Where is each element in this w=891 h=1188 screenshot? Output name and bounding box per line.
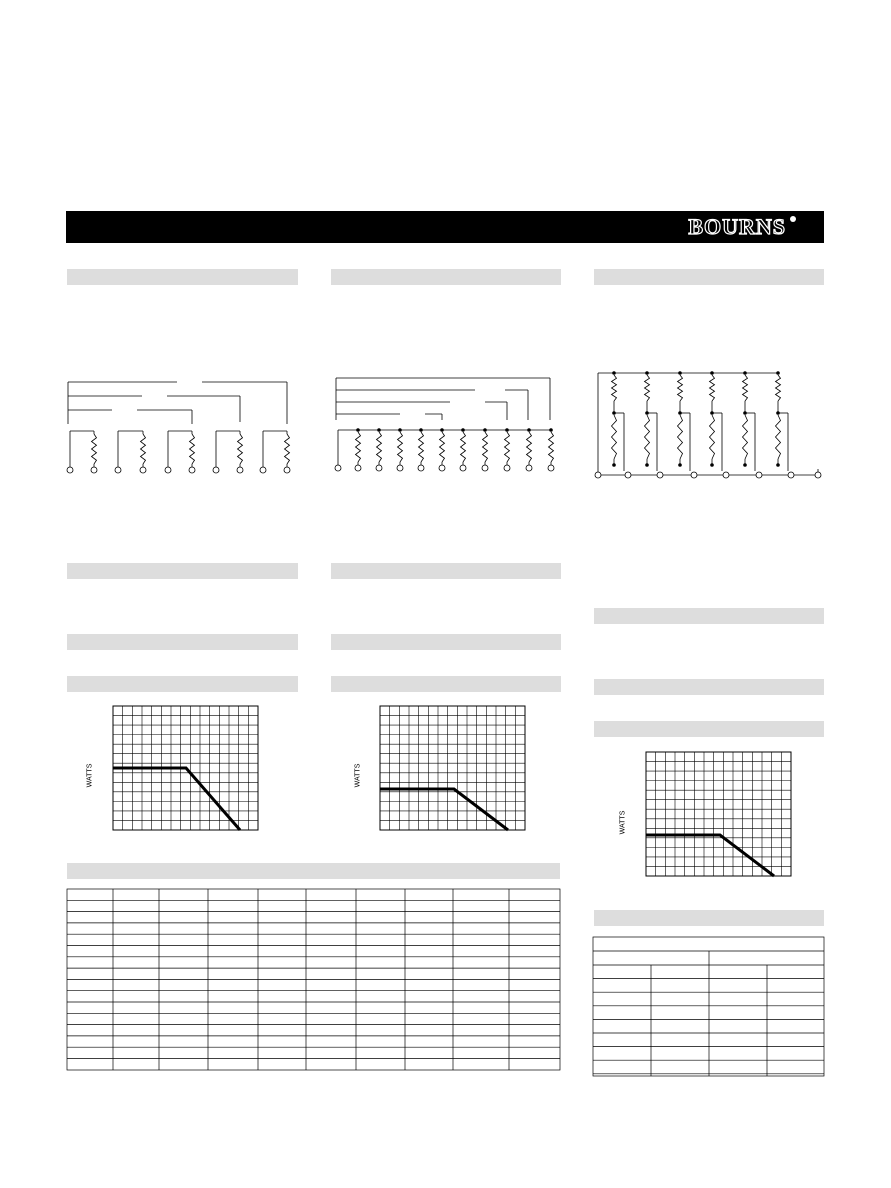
pin-terminal [756, 472, 762, 478]
section-band [331, 563, 561, 579]
junction-dot [420, 429, 423, 432]
pin-terminal [548, 465, 554, 471]
pin-terminal [165, 467, 171, 473]
pin-terminal [140, 467, 146, 473]
pin-terminal [397, 465, 403, 471]
chart-frame [646, 752, 791, 876]
pin-terminal [788, 472, 794, 478]
pin-terminal [335, 465, 341, 471]
schematic-isolated [62, 372, 302, 482]
resistor-symbol [743, 415, 748, 459]
section-band [67, 634, 298, 650]
pin-terminal [213, 467, 219, 473]
derating-chart-1 [113, 706, 259, 830]
resistor-symbol [398, 432, 403, 462]
schematic-bussed [330, 370, 570, 480]
resistor-symbol [710, 375, 715, 401]
pin-terminal [691, 472, 697, 478]
table-frame [593, 937, 824, 1076]
section-band [67, 563, 298, 579]
junction-dot [646, 464, 649, 467]
junction-dot [744, 372, 747, 375]
resistor-symbol [440, 432, 445, 462]
junction-dot [711, 372, 714, 375]
junction-dot [462, 429, 465, 432]
junction-dot [679, 372, 682, 375]
resistor-symbol [505, 432, 510, 462]
pin-terminal [260, 467, 266, 473]
section-band [67, 676, 298, 692]
resistance-table [67, 889, 561, 1071]
chart-2-ylabel: WATTS [354, 763, 362, 788]
resistor-symbol [285, 434, 290, 464]
junction-dot [528, 429, 531, 432]
pin-terminal [237, 467, 243, 473]
pin-terminal [418, 465, 424, 471]
resistor-symbol [92, 434, 97, 464]
pin-terminal [595, 472, 601, 478]
resistor-symbol [356, 432, 361, 462]
schematic-dual-terminator [590, 367, 830, 487]
section-band [594, 910, 824, 926]
chart-1-ylabel: WATTS [86, 763, 94, 788]
resistor-symbol [461, 432, 466, 462]
pin-terminal [439, 465, 445, 471]
pin-terminal [67, 467, 73, 473]
pin-terminal [526, 465, 532, 471]
resistor-symbol [612, 415, 617, 459]
junction-dot [777, 372, 780, 375]
pin-terminal [625, 472, 631, 478]
chart-frame [380, 706, 525, 830]
resistor-symbol [678, 375, 683, 401]
resistor-symbol [678, 415, 683, 459]
junction-dot [744, 464, 747, 467]
junction-dot [711, 464, 714, 467]
pin-terminal [482, 465, 488, 471]
resistor-symbol [776, 375, 781, 401]
pin-terminal [376, 465, 382, 471]
pin-terminal [460, 465, 466, 471]
resistor-symbol [238, 434, 243, 464]
ordering-table [593, 937, 825, 1077]
pin-terminal [91, 467, 97, 473]
section-band [594, 269, 824, 285]
resistor-symbol [527, 432, 532, 462]
resistor-symbol [743, 375, 748, 401]
junction-dot [646, 372, 649, 375]
section-band [331, 676, 561, 692]
section-band [331, 269, 561, 285]
section-band [594, 679, 824, 695]
header-bar [66, 211, 824, 243]
derating-chart-2 [380, 706, 526, 830]
pin-terminal [189, 467, 195, 473]
pin-terminal [657, 472, 663, 478]
junction-dot [777, 464, 780, 467]
resistor-symbol [645, 375, 650, 401]
derating-chart-3 [646, 752, 792, 876]
junction-dot [506, 429, 509, 432]
junction-dot [441, 429, 444, 432]
junction-dot [484, 429, 487, 432]
chart-3-ylabel: WATTS [619, 810, 627, 835]
pin-terminal [115, 467, 121, 473]
resistor-symbol [377, 432, 382, 462]
junction-dot [550, 429, 553, 432]
resistor-symbol [483, 432, 488, 462]
resistor-symbol [710, 415, 715, 459]
pin-terminal [284, 467, 290, 473]
section-band [67, 269, 298, 285]
junction-dot [399, 429, 402, 432]
resistor-symbol [612, 375, 617, 401]
junction-dot [357, 429, 360, 432]
section-band [67, 863, 560, 879]
resistor-symbol [549, 432, 554, 462]
section-band [594, 721, 824, 737]
resistor-symbol [141, 434, 146, 464]
junction-dot [613, 464, 616, 467]
resistor-symbol [645, 415, 650, 459]
junction-dot [378, 429, 381, 432]
pin-terminal [504, 465, 510, 471]
junction-dot [613, 372, 616, 375]
registered-mark-icon [790, 216, 796, 222]
junction-dot [679, 464, 682, 467]
resistor-symbol [776, 415, 781, 459]
section-band [331, 634, 561, 650]
resistor-symbol [190, 434, 195, 464]
brand-logo: BOURNS [688, 214, 786, 239]
pin-terminal [723, 472, 729, 478]
section-band [594, 608, 824, 624]
pin-terminal [815, 472, 821, 478]
resistor-symbol [419, 432, 424, 462]
pin-terminal [355, 465, 361, 471]
